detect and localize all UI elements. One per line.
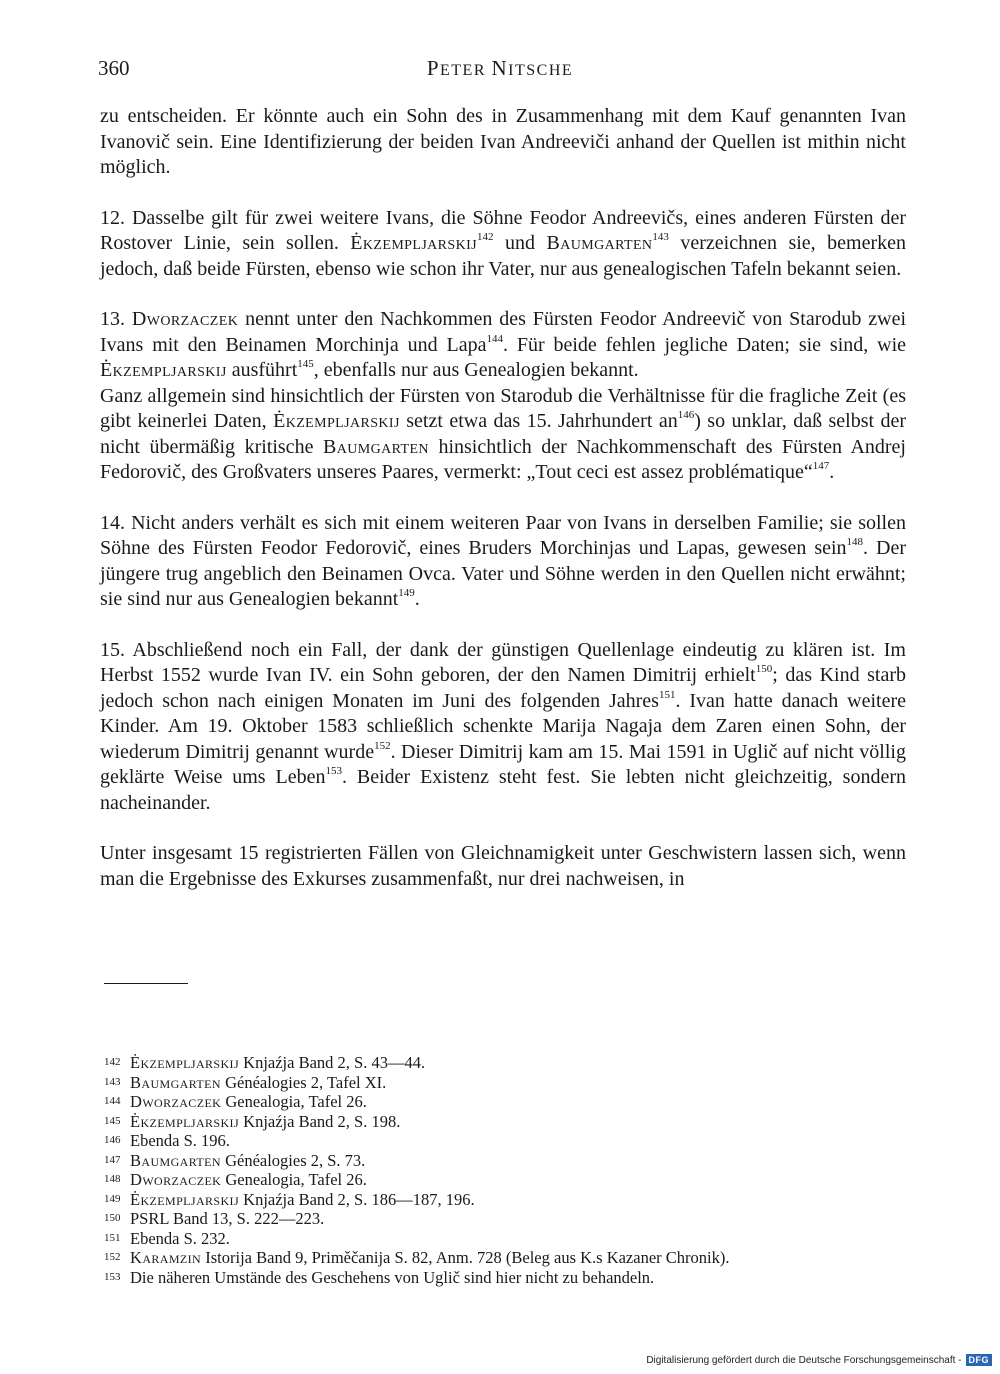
running-head: PETER NITSCHE — [426, 56, 574, 80]
footnote: 144 Dworzaczek Genealogia, Tafel 26. — [104, 1092, 367, 1111]
footnote-ref: 143 — [652, 231, 669, 243]
author-name: Ėkzempljarskij — [100, 359, 227, 381]
digitization-banner — [646, 1354, 992, 1366]
footnote: 143 Baumgarten Généalogies 2, Tafel XI. — [104, 1072, 387, 1092]
footnote-ref: 146 — [677, 409, 695, 421]
footnote-ref: 150 — [755, 663, 773, 675]
dfg-logo: DFG — [966, 1354, 993, 1366]
footnote-ref: 145 — [297, 358, 314, 370]
footnote: 152 Karamzin Istorija Band 9, Priměčanija S. 82, Anm. 728 (Beleg aus K.s Kazaner Chronik). — [104, 1248, 730, 1267]
paragraph-12: 12. Dasselbe gilt für zwei weitere Ivans, die Söhne Feodor Andreevičs, eines anderen Fürsten der Rostover Linie, sein sollen. Ėkzempljarskij$^{142}$ und Baumgarten$^{143}$ verzeichnen sie, bemerken jedoch, daß beide Fürsten, ebenso wie schon ihr Vater, nur aus genealogischen Tafeln bekannt seien. — [100, 206, 906, 280]
body-text — [100, 104, 906, 917]
footnotes — [104, 1053, 924, 1287]
footnote-ref: 149 — [398, 587, 415, 599]
author-name: Ėkzempljarskij — [273, 410, 400, 432]
footnote: 147 Baumgarten Généalogies 2, S. 73. — [104, 1150, 366, 1170]
footnote-ref: 148 — [846, 536, 864, 548]
footnote-ref: 144 — [486, 332, 503, 345]
footnote: 146 Ebenda S. 196. — [104, 1131, 230, 1150]
paragraph-13-continued: Ganz allgemein sind hinsichtlich der Fürsten von Starodub die Verhältnisse für die fragliche Zeit (es gibt keinerlei Daten, Ėkzempljarskij setzt etwa das 15. Jahrhundert $an^{146}$) so unklar, daß selbst der nicht übermäßig kritische Baumgarten hinsichtlich der Nachkommenschaft des Fürsten Andrej Fedorovič, des Großvaters unseres Paares, vermerkt: „Tout ceci est assez problématique“$^{147}$. — [100, 384, 907, 483]
footnote: 151 Ebenda S. 232. — [104, 1228, 230, 1248]
author-name: Ėkzempljarskij — [350, 232, 478, 254]
paragraph-summary: Unter insgesamt 15 registrierten Fällen von Gleichnamigkeit unter Geschwistern lassen sich, wenn man die Ergebnisse des Exkurses zusammenfaßt, nur drei nachweisen, in — [100, 842, 906, 890]
paragraph-continuation: zu entscheiden. Er könnte auch ein Sohn des in Zusammenhang mit dem Kauf genannten Ivan Ivanovič sein. Eine Identifizierung der beiden Ivan Andreeviči anhand der Quellen ist mithin nicht möglich. — [100, 105, 906, 178]
paragraph-15: 15. Abschließend noch ein Fall, der dank der günstigen Quellenlage eindeutig zu klären ist. Im Herbst 1552 wurde Ivan IV. ein Sohn geboren, der den Namen Dimitrij erhielt$^{150}$; das Kind starb jedoch schon nach einigen Monaten im Juni des folgenden Jahres$^{151}$. Ivan hatte danach weitere Kinder. Am 19. Oktober 1583 schließlich schenkte Marija Nagaja dem Zaren einen Sohn, der wiederum Dimitrij genannt wurde$^{152}$. Dieser Dimitrij kam am 15. Mai 1591 in Uglič auf nicht völlig geklärte Weise ums Leben$^{153}$. Beider Existenz steht fest. Sie lebten nicht gleichzeitig, sondern nacheinander. — [100, 638, 907, 814]
author-name: Baumgarten — [322, 435, 429, 458]
author-name: Baumgarten — [546, 232, 653, 254]
footnote-ref: 152 — [374, 739, 391, 752]
paragraph-13: 13. Dworzaczek nennt unter den Nachkommen des Fürsten Feodor Andreevič von Starodub zwei Ivans mit den Beinamen Morchinja und Lapa$^{144}$. Für beide fehlen jegliche Daten; sie sind, wie Ėkzempljarskij ausführt$^{145}$, ebenfalls nur aus Genealogien bekannt. — [100, 308, 907, 381]
page-number: 360 — [98, 56, 130, 80]
footnote-ref: 151 — [658, 688, 676, 701]
footnote: 148 Dworzaczek Genealogia, Tafel 26. — [104, 1170, 367, 1189]
footnote: 145 Ėkzempljarskij Knjaźja Band 2, S. 198. — [104, 1111, 401, 1131]
footnote: 149 Ėkzempljarskij Knjaźja Band 2, S. 186—187, 196. — [104, 1189, 475, 1209]
footnote: 153 Die näheren Umstände des Geschehens von Uglič sind hier nicht zu behandeln. — [104, 1267, 655, 1287]
footnote-ref: 142 — [477, 231, 494, 243]
author-name: Dworzaczek — [131, 308, 239, 330]
banner-text: Digitalisierung gefördert durch die Deutsche Forschungsgemeinschaft - — [646, 1354, 962, 1366]
footnote-ref: 147 — [812, 460, 830, 472]
paragraph-14: 14. Nicht anders verhält es sich mit einem weiteren Paar von Ivans in derselben Familie; sie sollen Söhne des Fürsten Feodor Fedorovič, eines Bruders Morchinjas und Lapas, gewesen sein$^{148}$. Der jüngere trug angeblich den Beinamen Ovca. Vater und Söhne werden in den Quellen nicht erwähnt; sie sind nur aus Genealogien bekannt$^{149}$. — [100, 511, 907, 610]
footnote: 142 Ėkzempljarskij Knjaźja Band 2, S. 43—44. — [104, 1053, 426, 1072]
footnote: 150 PSRL Band 13, S. 222—223. — [104, 1209, 325, 1228]
footnote-rule — [104, 983, 188, 984]
footnote-ref: 153 — [325, 765, 342, 777]
